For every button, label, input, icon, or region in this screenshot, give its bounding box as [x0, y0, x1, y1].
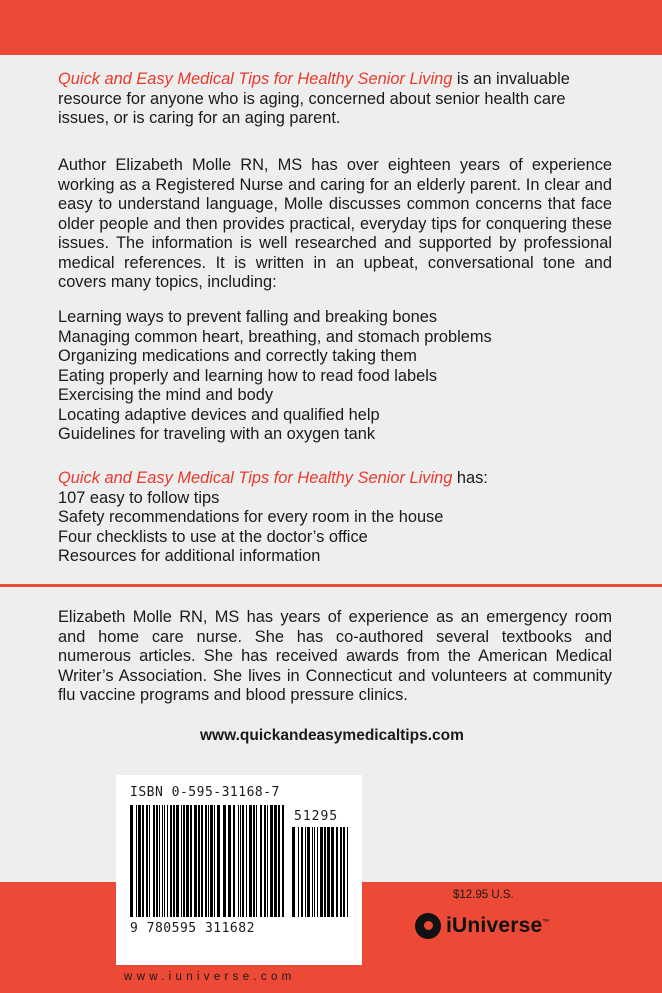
intro-text: is an invaluable resource for anyone who is aging, concerned about senior health care issues, or is caring for an aging parent.: [58, 70, 570, 127]
publisher-name: iUniverse™: [446, 914, 550, 937]
price-label: $12.95 U.S.: [453, 889, 514, 901]
has-section: [58, 469, 612, 567]
author-paragraph: Author Elizabeth Molle RN, MS has over eighteen years of experience working as a Registered Nurse and caring for an elderly parent. In clear and easy to understand language, Molle discusses common concerns that face older people and then provides practical, everyday tips for conquering these issues. The information is well researched and supported by professional medical references. It is written in an upbeat, conversational tone and covers many topics, including:: [58, 156, 612, 291]
topics-list: [58, 308, 612, 445]
list-item: Organizing medications and correctly taking them: [58, 347, 417, 365]
iuniverse-logo-icon: [415, 913, 441, 939]
barcode-addon-number: 51295: [294, 809, 339, 824]
list-item: Four checklists to use at the doctor’s office: [58, 527, 368, 546]
book-title: Quick and Easy Medical Tips for Healthy Senior Living: [58, 469, 453, 487]
bio-paragraph: Elizabeth Molle RN, MS has years of experience as an emergency room and home care nurse. She has co-authored several textbooks and numerous articles. She has received awards from the American Medical Writer’s Association. She lives in Connecticut and volunteers at community flu vaccine programs and blood pressure clinics.: [58, 608, 612, 704]
list-item: 107 easy to follow tips: [58, 488, 220, 507]
list-item: Learning ways to prevent falling and breaking bones: [58, 308, 438, 326]
publisher-logo: [415, 912, 550, 940]
barcode-addon-bars: [292, 827, 348, 917]
list-item: Safety recommendations for every room in the house: [58, 508, 444, 526]
book-title: Quick and Easy Medical Tips for Healthy Senior Living: [58, 70, 453, 88]
top-color-band: [0, 0, 662, 55]
list-item: Managing common heart, breathing, and stomach problems: [58, 327, 492, 346]
list-item: Exercising the mind and body: [58, 386, 274, 404]
barcode-digits: 9 780595 311682: [130, 921, 255, 936]
list-item: Eating properly and learning how to read food labels: [58, 366, 438, 385]
section-divider: [0, 584, 662, 587]
list-item: Locating adaptive devices and qualified help: [58, 405, 380, 424]
publisher-website: www.iuniverse.com: [124, 971, 296, 983]
has-heading: [58, 469, 612, 489]
list-item: Resources for additional information: [58, 547, 321, 565]
isbn-label: ISBN 0-595-31168-7: [130, 785, 280, 800]
list-item: Guidelines for traveling with an oxygen tank: [58, 425, 376, 443]
has-suffix: has:: [452, 469, 488, 487]
barcode-main-bars: [130, 805, 284, 917]
intro-paragraph: [58, 70, 612, 129]
book-website: www.quickandeasymedicaltips.com: [200, 727, 464, 744]
barcode-box: [116, 775, 362, 965]
